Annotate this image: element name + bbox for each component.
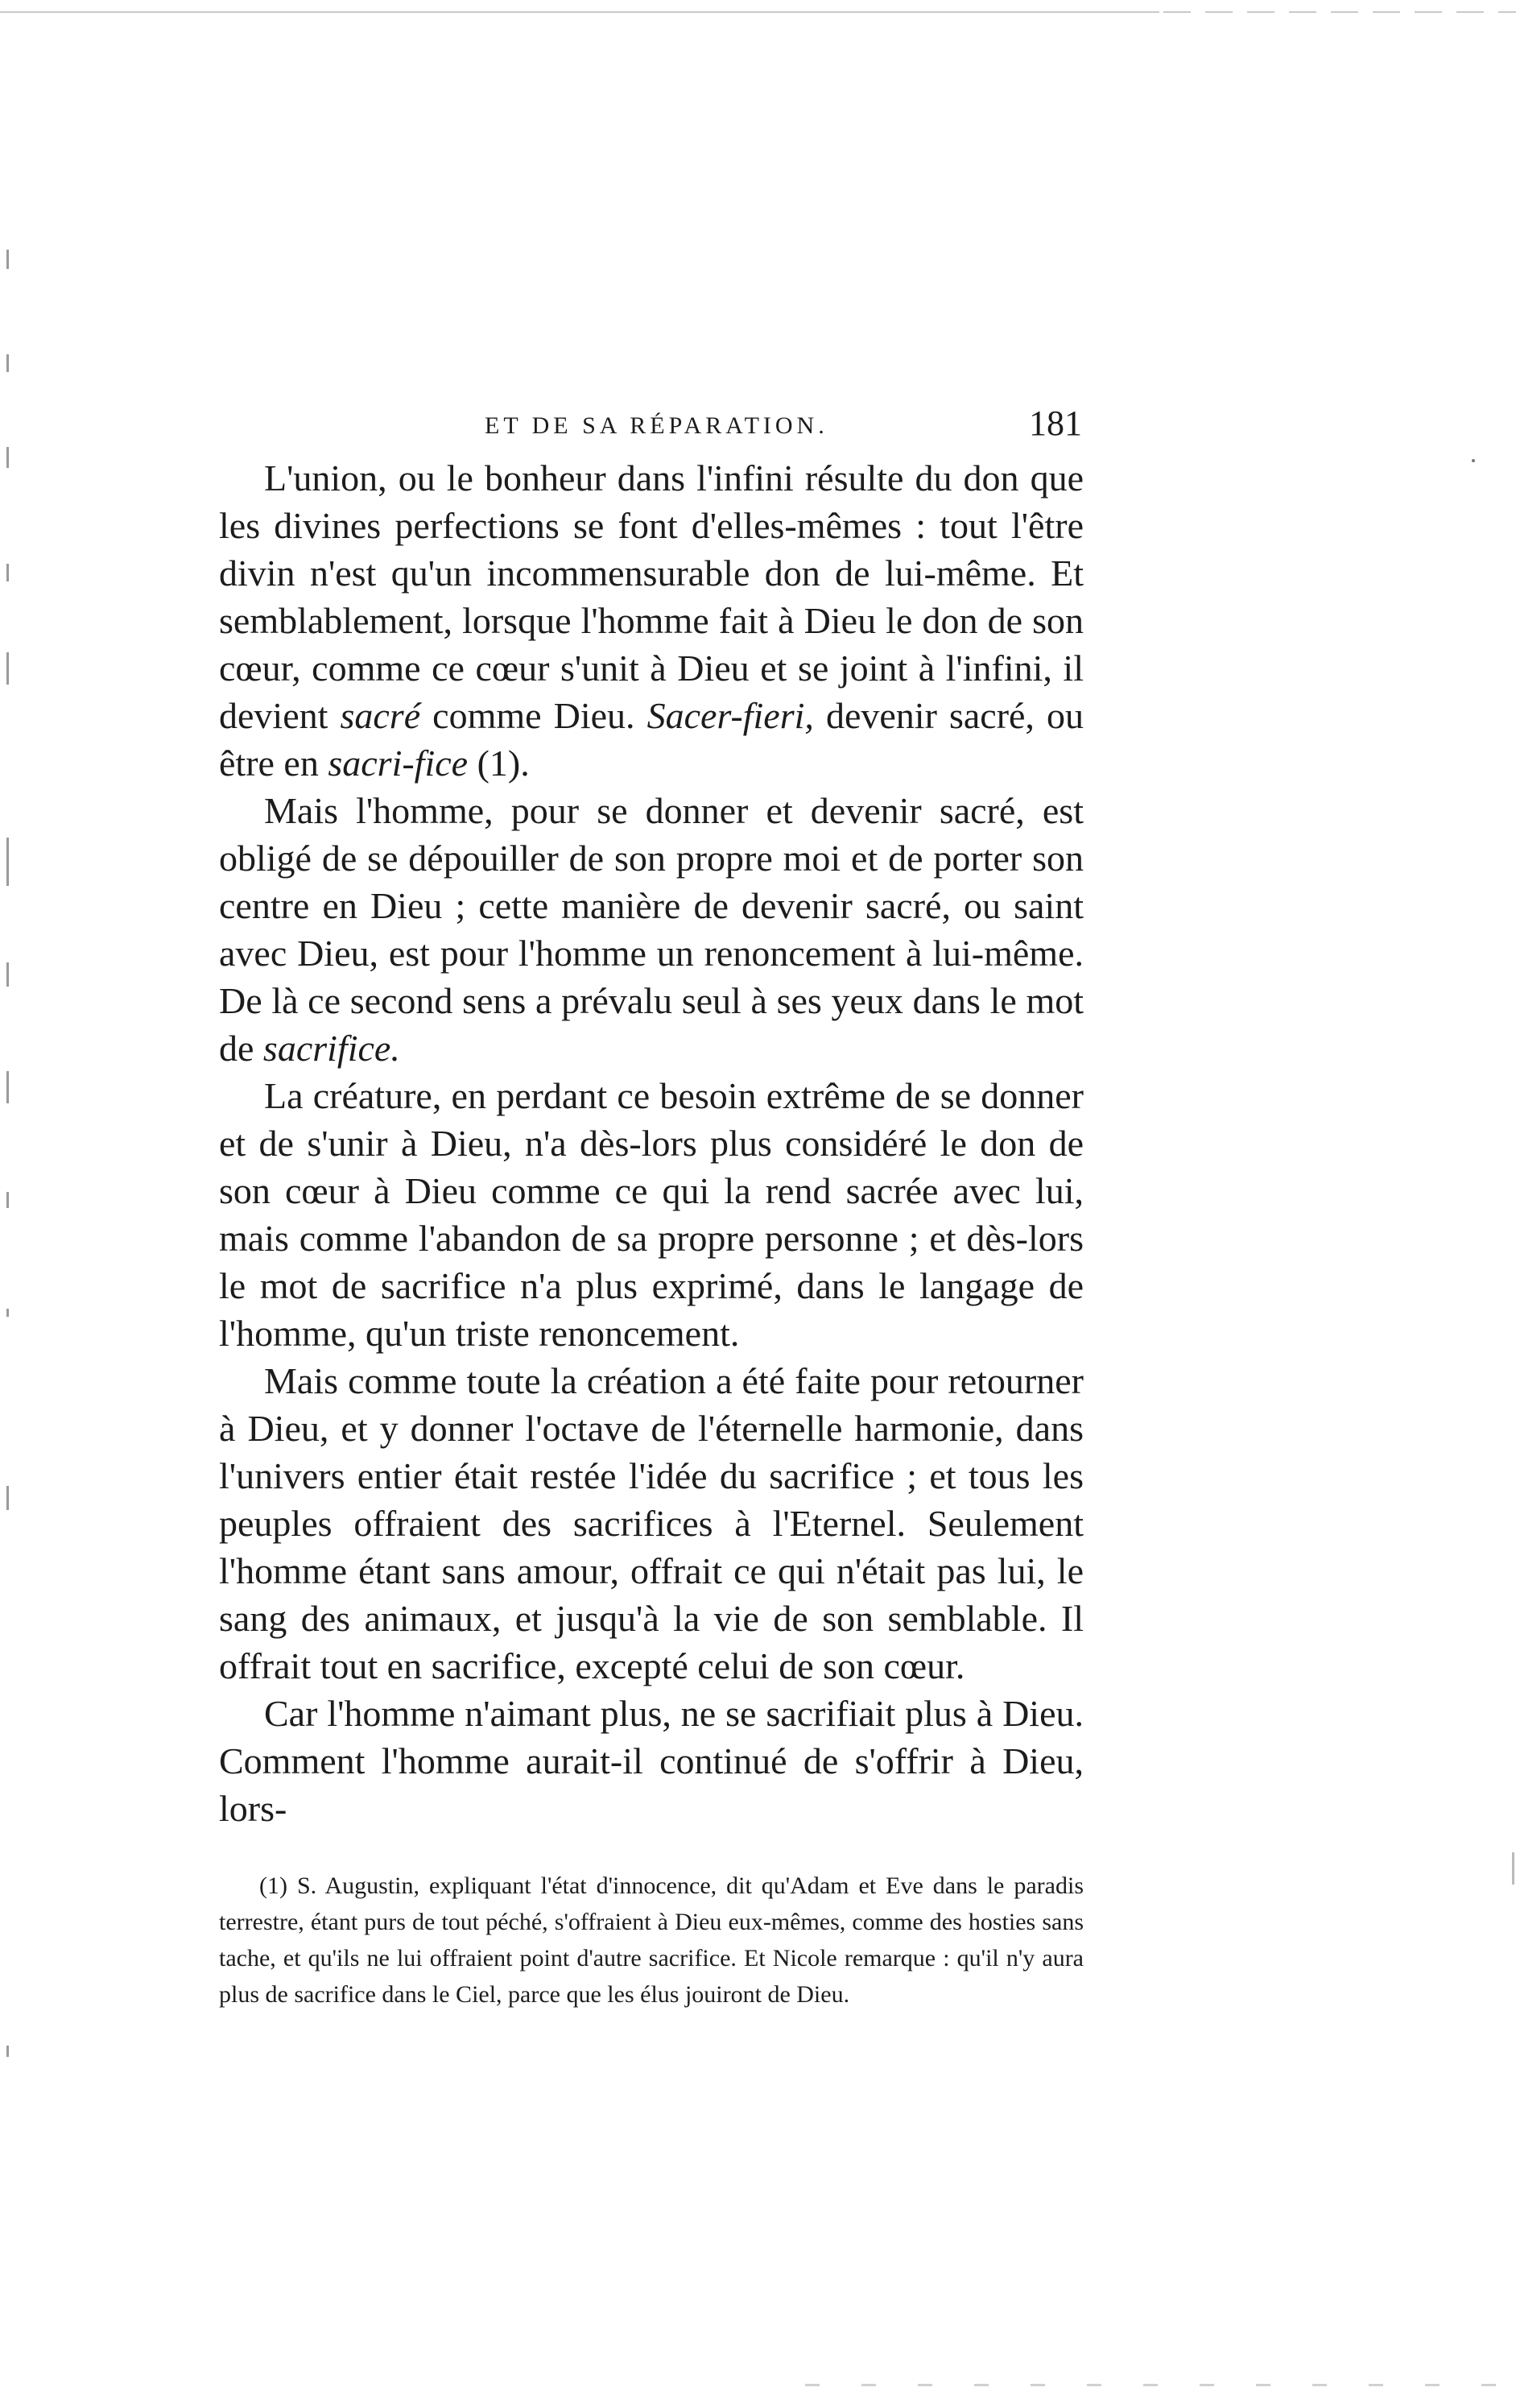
paragraph-union: L'union, ou le bonheur dans l'infini résulte du don que les divines perfections se font d'elles-mêmes : tout l'être divin n'est qu'un incommensurable don de lui-même. Et semblablement, lorsque l'homme fait à Dieu le don de son cœur, comme ce cœur s'unit à Dieu et se joint à l'infini, il devient sacré comme Dieu. Sacer-fieri, devenir sacré, ou être en sacri-fice (1). bbox=[219, 457, 1084, 784]
scan-edge-dashes bbox=[1163, 11, 1516, 13]
margin-mark bbox=[6, 2046, 9, 2057]
footnote-separator bbox=[219, 1832, 1084, 1868]
scan-speck bbox=[1472, 459, 1475, 462]
margin-mark bbox=[6, 652, 9, 685]
footnote: (1) S. Augustin, expliquant l'état d'innocence, dit qu'Adam et Eve dans le paradis terrestre, étant purs de tout péché, s'offraient à Dieu eux-mêmes, comme des hosties sans tache, et qu'ils ne lui offraient point d'autre sacrifice. Et Nicole remarque : qu'il n'y aura plus de sacrifice dans le Ciel, parce que les élus jouiront de Dieu. bbox=[219, 1872, 1084, 2008]
paragraph-creature: La créature, en perdant ce besoin extrême de se donner et de s'unir à Dieu, n'a dès-lors plus considéré le don de son cœur à Dieu comme ce qui la rend sacrée avec lui, mais comme l'abandon de sa propre personne ; et dès-lors le mot de sacrifice n'a plus exprimé, dans le langage de l'homme, qu'un triste renoncement. bbox=[219, 1075, 1084, 1354]
page-number: 181 bbox=[1029, 403, 1082, 443]
scan-speck bbox=[1512, 1852, 1514, 1885]
margin-mark bbox=[6, 354, 9, 372]
margin-mark bbox=[6, 962, 9, 987]
paragraph-creation: Mais comme toute la création a été faite pour retourner à Dieu, et y donner l'octave de l'éternelle harmonie, dans l'univers entier était restée l'idée du sacrifice ; et tous les peuples offraient des sacrifices à l'Eternel. Seulement l'homme étant sans amour, offrait ce qui n'était pas lui, le sang des animaux, et jusqu'à la vie de son semblable. Il offrait tout en sacrifice, excepté celui de son cœur. bbox=[219, 1360, 1084, 1686]
margin-mark bbox=[6, 250, 9, 269]
margin-mark bbox=[6, 838, 9, 886]
paragraph-car-l-homme: Car l'homme n'aimant plus, ne se sacrifiait plus à Dieu. Comment l'homme aurait-il continué de s'offrir à Dieu, lors- bbox=[219, 1693, 1084, 1829]
scan-edge-line bbox=[0, 11, 1159, 13]
margin-mark bbox=[6, 1192, 9, 1208]
margin-mark bbox=[6, 564, 9, 581]
margin-mark bbox=[6, 1486, 9, 1510]
scan-bottom-dashes bbox=[805, 2384, 1497, 2386]
margin-mark bbox=[6, 1071, 9, 1103]
paragraph-renoncement: Mais l'homme, pour se donner et devenir sacré, est obligé de se dépouiller de son propre moi et de porter son centre en Dieu ; cette manière de devenir sacré, ou saint avec Dieu, est pour l'homme un renoncement à lui-même. De là ce second sens a prévalu seul à ses yeux dans le mot de sacrifice. bbox=[219, 790, 1084, 1069]
margin-mark bbox=[6, 447, 9, 468]
margin-mark bbox=[6, 1309, 9, 1317]
book-page bbox=[219, 403, 1084, 2013]
running-head bbox=[219, 403, 1084, 454]
running-title: ET DE SA RÉPARATION. bbox=[485, 412, 828, 439]
